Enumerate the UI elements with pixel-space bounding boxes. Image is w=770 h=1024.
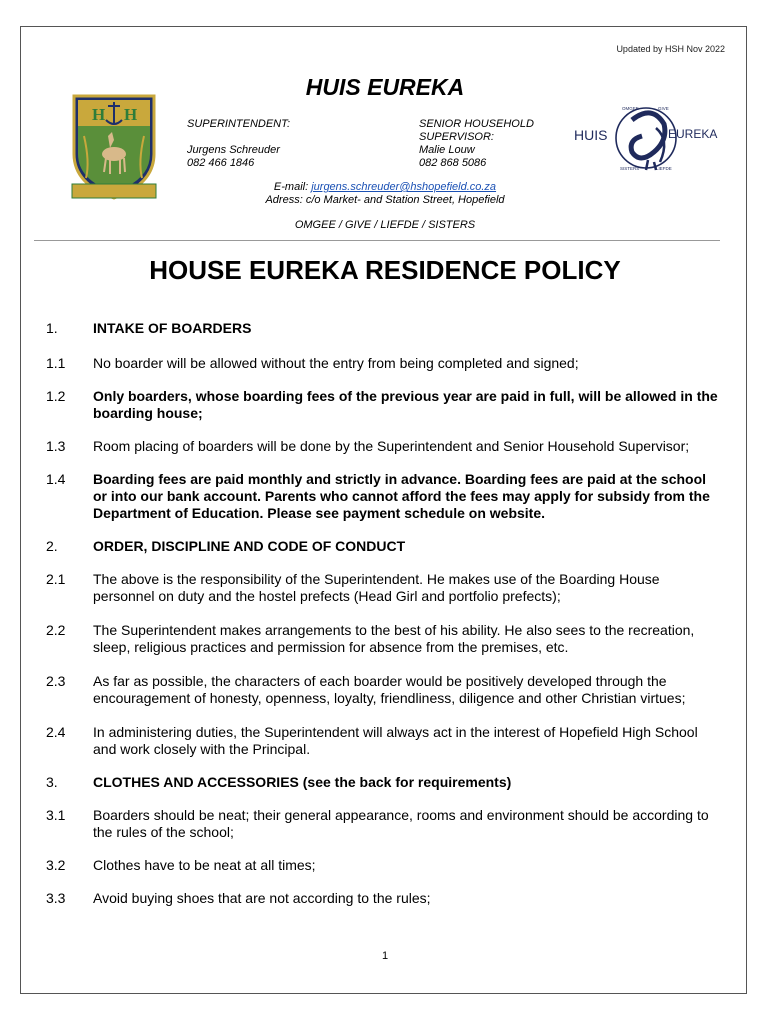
policy-item-number: 3.2 xyxy=(46,857,66,873)
policy-item-number: 2.1 xyxy=(46,571,66,587)
policy-item xyxy=(46,774,720,791)
superintendent-role: SUPERINTENDENT: xyxy=(187,118,291,130)
policy-item xyxy=(46,355,720,372)
house-motto: OMGEE / GIVE / LIEFDE / SISTERS xyxy=(294,219,476,231)
policy-item xyxy=(46,673,720,707)
policy-item xyxy=(46,622,720,656)
superintendent-phone: 082 466 1846 xyxy=(187,157,255,169)
document-title: HOUSE EUREKA RESIDENCE POLICY xyxy=(149,255,621,285)
policy-item-text: CLOTHES AND ACCESSORIES (see the back for requirements) xyxy=(93,774,512,790)
email-label: E-mail: xyxy=(273,181,309,193)
email-link[interactable]: jurgens.schreuder@hshopefield.co.za xyxy=(311,181,497,193)
svg-text:SISTERS: SISTERS xyxy=(620,166,640,171)
policy-list xyxy=(46,304,720,907)
superintendent-name: Jurgens Schreuder xyxy=(187,144,280,156)
header-divider xyxy=(34,240,720,241)
policy-item xyxy=(46,807,720,841)
policy-item xyxy=(46,388,720,422)
policy-item-text: No boarder will be allowed without the entry from being completed and signed; xyxy=(93,355,579,371)
policy-item-number: 3. xyxy=(46,774,58,790)
senior-supervisor-role-line2: SUPERVISOR: xyxy=(419,131,494,143)
policy-item-number: 2. xyxy=(46,538,58,554)
svg-text:LIEFDE: LIEFDE xyxy=(656,166,672,171)
policy-item xyxy=(46,724,720,758)
policy-item-text: As far as possible, the characters of each boarder would be positively developed through the encouragement of honesty, openness, loyalty, friendliness, diligence and other Christian virtues; xyxy=(93,673,686,706)
policy-item-number: 1. xyxy=(46,320,58,336)
updated-note: Updated by HSH Nov 2022 xyxy=(616,44,725,54)
policy-item-text: Only boarders, whose boarding fees of the previous year are paid in full, will be allowed in the boarding house; xyxy=(93,388,718,421)
policy-item-text: The Superintendent makes arrangements to the best of his ability. He also sees to the recreation, sleep, religious practices and permission for absence from the premises, etc. xyxy=(93,622,695,655)
senior-supervisor-role-line1: SENIOR HOUSEHOLD xyxy=(419,118,534,130)
senior-supervisor-name: Malie Louw xyxy=(419,144,475,156)
policy-item-text: Boarders should be neat; their general appearance, rooms and environment should be according to the rules of the school; xyxy=(93,807,709,840)
policy-item-text: Clothes have to be neat at all times; xyxy=(93,857,316,873)
senior-supervisor-phone: 082 868 5086 xyxy=(419,157,487,169)
policy-item-text: Boarding fees are paid monthly and strictly in advance. Boarding fees are paid at the school or into our bank account. Parents who cannot afford the fees may apply for subsidy from the Department of Education. Please see payment schedule on website. xyxy=(93,471,710,521)
policy-item-text: ORDER, DISCIPLINE AND CODE OF CONDUCT xyxy=(93,538,406,554)
email-address-block xyxy=(0,181,770,207)
policy-item-number: 3.1 xyxy=(46,807,66,823)
svg-text:GIVE: GIVE xyxy=(658,106,669,111)
policy-item-number: 2.4 xyxy=(46,724,66,740)
policy-item-number: 1.3 xyxy=(46,438,66,454)
policy-item-number: 1.2 xyxy=(46,388,66,404)
policy-item-number: 3.3 xyxy=(46,890,66,906)
policy-item-number: 1.1 xyxy=(46,355,66,371)
house-name-heading: HUIS EUREKA xyxy=(305,74,465,100)
senior-supervisor-contact xyxy=(419,118,534,170)
policy-item-number: 2.2 xyxy=(46,622,66,638)
policy-item-text: The above is the responsibility of the Superintendent. He makes use of the Boarding House personnel on duty and the hostel prefects (Head Girl and portfolio prefects); xyxy=(93,571,660,604)
svg-text:H: H xyxy=(92,105,106,124)
policy-item xyxy=(46,538,720,555)
policy-item xyxy=(46,320,720,337)
policy-item xyxy=(46,857,720,874)
svg-text:H: H xyxy=(124,105,138,124)
svg-text:EUREKA: EUREKA xyxy=(668,127,718,141)
policy-item-number: 1.4 xyxy=(46,471,66,487)
policy-item xyxy=(46,890,720,907)
policy-item-text: Avoid buying shoes that are not according to the rules; xyxy=(93,890,431,906)
huis-eureka-logo xyxy=(572,100,720,180)
policy-item xyxy=(46,471,720,522)
superintendent-contact xyxy=(187,118,290,170)
postal-address: Adress: c/o Market- and Station Street, Hopefield xyxy=(265,194,505,206)
svg-text:HUIS: HUIS xyxy=(574,127,608,143)
policy-item-text: Room placing of boarders will be done by the Superintendent and Senior Household Supervisor; xyxy=(93,438,690,454)
policy-item xyxy=(46,438,720,455)
policy-item-text: INTAKE OF BOARDERS xyxy=(93,320,252,336)
page-number: 1 xyxy=(381,950,389,962)
policy-item xyxy=(46,571,720,605)
svg-text:OMGEE: OMGEE xyxy=(622,106,639,111)
policy-item-number: 2.3 xyxy=(46,673,66,689)
policy-item-text: In administering duties, the Superintendent will always act in the interest of Hopefield High School and work closely with the Principal. xyxy=(93,724,698,757)
